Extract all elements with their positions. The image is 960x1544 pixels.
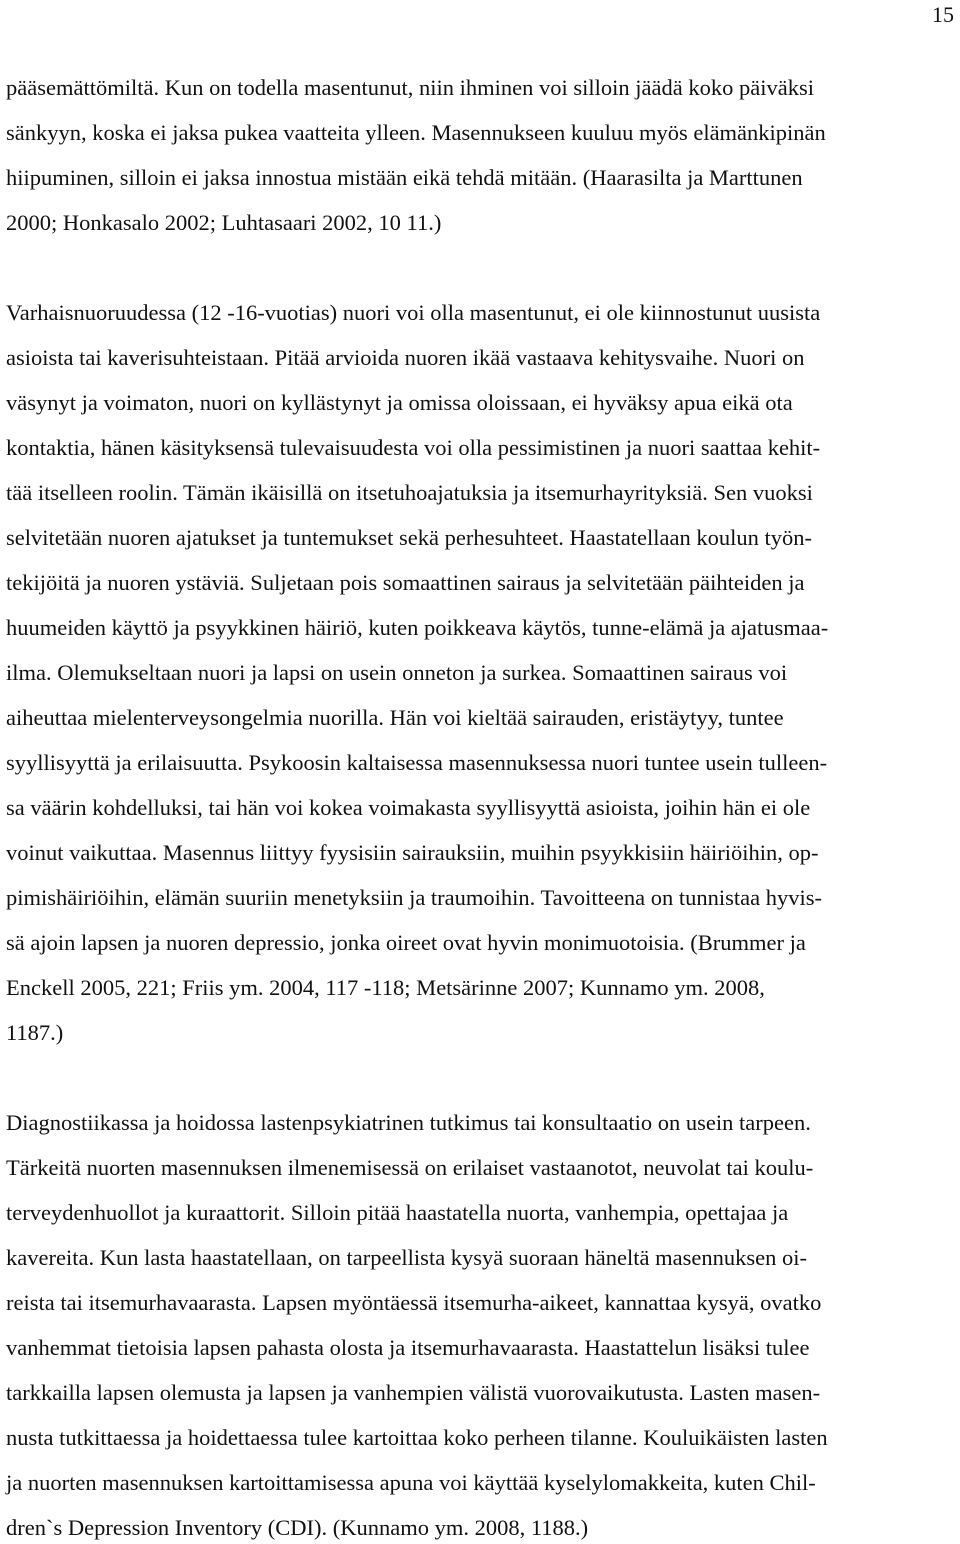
text-line: huumeiden käyttö ja psyykkinen häiriö, kuten poikkeava käytös, tunne-elämä ja ajatusmaa- [6,615,829,640]
text-line: voinut vaikuttaa. Masennus liittyy fyysisiin sairauksiin, muihin psyykkisiin häiriöihin, op- [6,840,819,865]
text-line: sä ajoin lapsen ja nuoren depressio, jonka oireet ovat hyvin monimuotoisia. (Brummer ja [6,930,806,955]
text-line: Tärkeitä nuorten masennuksen ilmenemisessä on erilaiset vastaanotot, neuvolat tai koulu- [6,1155,814,1180]
text-line: selvitetään nuoren ajatukset ja tuntemukset sekä perhesuhteet. Haastatellaan koulun työn- [6,525,812,550]
text-line: aiheuttaa mielenterveysongelmia nuorilla. Hän voi kieltää sairauden, eristäytyy, tuntee [6,705,784,730]
text-line: 2000; Honkasalo 2002; Luhtasaari 2002, 10 11.) [6,210,442,235]
text-line: väsynyt ja voimaton, nuori on kyllästynyt ja omissa oloissaan, ei hyväksy apua eikä ota [6,390,793,415]
text-line: kontaktia, hänen käsityksensä tulevaisuudesta voi olla pessimistinen ja nuori saattaa kehit- [6,435,821,460]
text-line: Diagnostiikassa ja hoidossa lastenpsykiatrinen tutkimus tai konsultaatio on usein tarpeen. [6,1110,811,1135]
text-line: asioista tai kaverisuhteistaan. Pitää arvioida nuoren ikää vastaava kehitysvaihe. Nuori on [6,345,805,370]
text-line: nusta tutkittaessa ja hoidettaessa tulee kartoittaa koko perheen tilanne. Kouluikäisten lasten [6,1425,828,1450]
text-line: Varhaisnuoruudessa (12 -16-vuotias) nuori voi olla masentunut, ei ole kiinnostunut uusista [6,300,821,325]
text-line: syyllisyyttä ja erilaisuutta. Psykoosin kaltaisessa masennuksessa nuori tuntee usein tulleen- [6,750,828,775]
text-line: pääsemättömiltä. Kun on todella masentunut, niin ihminen voi silloin jäädä koko päiväksi [6,75,814,100]
text-line: pimishäiriöihin, elämän suuriin menetyksiin ja traumoihin. Tavoitteena on tunnistaa hyvis- [6,885,822,910]
text-line: Enckell 2005, 221; Friis ym. 2004, 117 -118; Metsärinne 2007; Kunnamo ym. 2008, [6,975,765,1000]
text-line: terveydenhuollot ja kuraattorit. Silloin pitää haastatella nuorta, vanhempia, opettajaa ja [6,1200,789,1225]
text-line: sänkyyn, koska ei jaksa pukea vaatteita ylleen. Masennukseen kuuluu myös elämänkipinän [6,120,826,145]
text-line: tarkkailla lapsen olemusta ja lapsen ja vanhempien välistä vuorovaikutusta. Lasten masen- [6,1380,821,1405]
text-line: tää itselleen roolin. Tämän ikäisillä on itsetuhoajatuksia ja itsemurhayrityksiä. Sen vuoksi [6,480,813,505]
text-line: sa väärin kohdelluksi, tai hän voi kokea voimakasta syyllisyyttä asioista, joihin hän ei ole [6,795,811,820]
text-line: reista tai itsemurhavaarasta. Lapsen myöntäessä itsemurha-aikeet, kannattaa kysyä, ovatko [6,1290,822,1315]
text-line: ilma. Olemukseltaan nuori ja lapsi on usein onneton ja surkea. Somaattinen sairaus voi [6,660,788,685]
text-line: vanhemmat tietoisia lapsen pahasta olosta ja itsemurhavaarasta. Haastattelun lisäksi tulee [6,1335,810,1360]
page-number: 15 [932,2,954,27]
text-line: tekijöitä ja nuoren ystäviä. Suljetaan pois somaattinen sairaus ja selvitetään päihteiden ja [6,570,805,595]
text-line: ja nuorten masennuksen kartoittamisessa apuna voi käyttää kyselylomakkeita, kuten Chil- [6,1470,816,1495]
text-line: 1187.) [6,1020,64,1045]
text-line: hiipuminen, silloin ei jaksa innostua mistään eikä tehdä mitään. (Haarasilta ja Marttunen [6,165,803,190]
text-line: dren`s Depression Inventory (CDI). (Kunnamo ym. 2008, 1188.) [6,1515,589,1540]
text-line: kavereita. Kun lasta haastatellaan, on tarpeellista kysyä suoraan häneltä masennuksen oi- [6,1245,807,1270]
